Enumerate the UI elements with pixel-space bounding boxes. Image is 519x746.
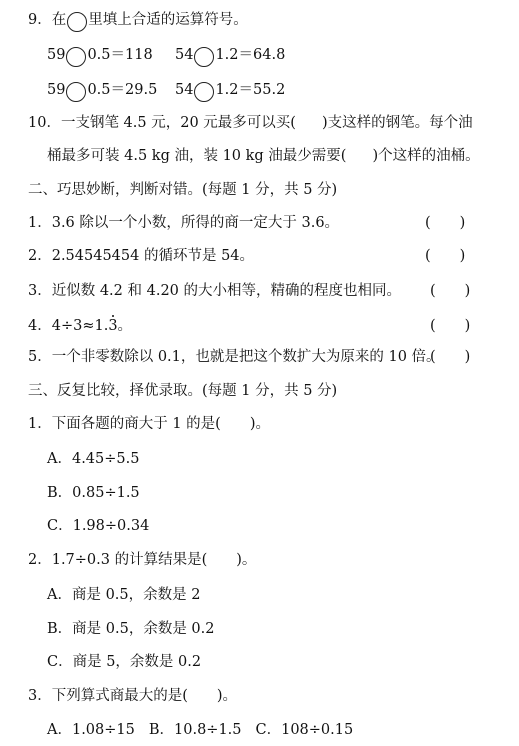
section-3-title: 三、反复比较，择优录取。(每题 1 分，共 5 分)	[28, 383, 338, 399]
eq-result: 0.5＝29.5	[87, 82, 158, 98]
operator-circle[interactable]	[66, 47, 86, 67]
q9-equation-2	[175, 45, 285, 67]
q10-text: 10．一支钢笔 4.5 元，20 元最多可以买(	[28, 115, 296, 131]
q9-suffix: 里填上合适的运算符号。	[88, 12, 248, 28]
choice-q3-option-c[interactable]: C．108÷0.15	[255, 722, 354, 738]
q9-equation-4	[175, 80, 285, 102]
operator-circle[interactable]	[194, 47, 214, 67]
operator-circle[interactable]	[194, 82, 214, 102]
choice-q2-stem: 2．1.7÷0.3 的计算结果是( )。	[28, 552, 257, 568]
q10-text: )个这样的油桶。	[372, 148, 480, 164]
choice-q2-option-a[interactable]: A．商是 0.5，余数是 2	[47, 587, 201, 603]
q10-line-2	[47, 146, 480, 166]
q10-text: 桶最多可装 4.5 kg 油，装 10 kg 油最少需要(	[47, 148, 347, 164]
repeating-digit: 3	[108, 318, 118, 334]
q10-line-1	[28, 113, 473, 133]
eq-operand: 54	[175, 82, 194, 98]
choice-q2-option-c[interactable]: C．商是 5，余数是 0.2	[47, 654, 202, 670]
q9-stem	[28, 10, 248, 32]
eq-operand: 54	[175, 47, 194, 63]
judge-item-5: 5．一个非零数除以 0.1，也就是把这个数扩大为原来的 10 倍。	[28, 349, 441, 365]
q9-prefix: 在	[51, 12, 67, 28]
choice-q3-option-a[interactable]: A．1.08÷15	[47, 722, 135, 738]
choice-q1-option-a[interactable]: A．4.45÷5.5	[47, 451, 140, 467]
choice-q1-option-b[interactable]: B．0.85÷1.5	[47, 485, 140, 501]
choice-q1-option-c[interactable]: C．1.98÷0.34	[47, 518, 150, 534]
operator-circle	[67, 12, 87, 32]
eq-operand: 59	[47, 82, 66, 98]
choice-q3-stem: 3．下列算式商最大的是( )。	[28, 688, 238, 704]
q9-equation-1	[47, 45, 153, 67]
judge-answer-paren-4[interactable]: ( )	[430, 318, 471, 334]
eq-result: 0.5＝118	[87, 47, 153, 63]
judge-item-4-end: 。	[117, 318, 133, 334]
section-2-title: 二、巧思妙断，判断对错。(每题 1 分，共 5 分)	[28, 182, 338, 198]
choice-q2-option-b[interactable]: B．商是 0.5，余数是 0.2	[47, 621, 215, 637]
q9-equation-3	[47, 80, 157, 102]
choice-q3-options	[47, 720, 353, 740]
choice-q1-stem: 1．下面各题的商大于 1 的是( )。	[28, 416, 270, 432]
q9-number: 9．	[28, 12, 52, 28]
judge-item-2: 2．2.54545454 的循环节是 54。	[28, 248, 255, 264]
judge-item-3: 3．近似数 4.2 和 4.20 的大小相等，精确的程度也相同。	[28, 283, 402, 299]
judge-item-4	[28, 316, 132, 336]
operator-circle[interactable]	[66, 82, 86, 102]
judge-answer-paren-3[interactable]: ( )	[430, 283, 471, 299]
choice-q3-option-b[interactable]: B．10.8÷1.5	[148, 722, 242, 738]
q10-text: )支这样的钢笔。每个油	[321, 115, 473, 131]
eq-result: 1.2＝55.2	[215, 82, 286, 98]
judge-answer-paren-2[interactable]: ( )	[425, 248, 466, 264]
eq-operand: 59	[47, 47, 66, 63]
judge-item-4-text: 4．4÷3≈1.	[28, 318, 109, 334]
judge-answer-paren-5[interactable]: ( )	[430, 349, 471, 365]
judge-item-1: 1．3.6 除以一个小数，所得的商一定大于 3.6。	[28, 215, 340, 231]
eq-result: 1.2＝64.8	[215, 47, 286, 63]
judge-answer-paren-1[interactable]: ( )	[425, 215, 466, 231]
